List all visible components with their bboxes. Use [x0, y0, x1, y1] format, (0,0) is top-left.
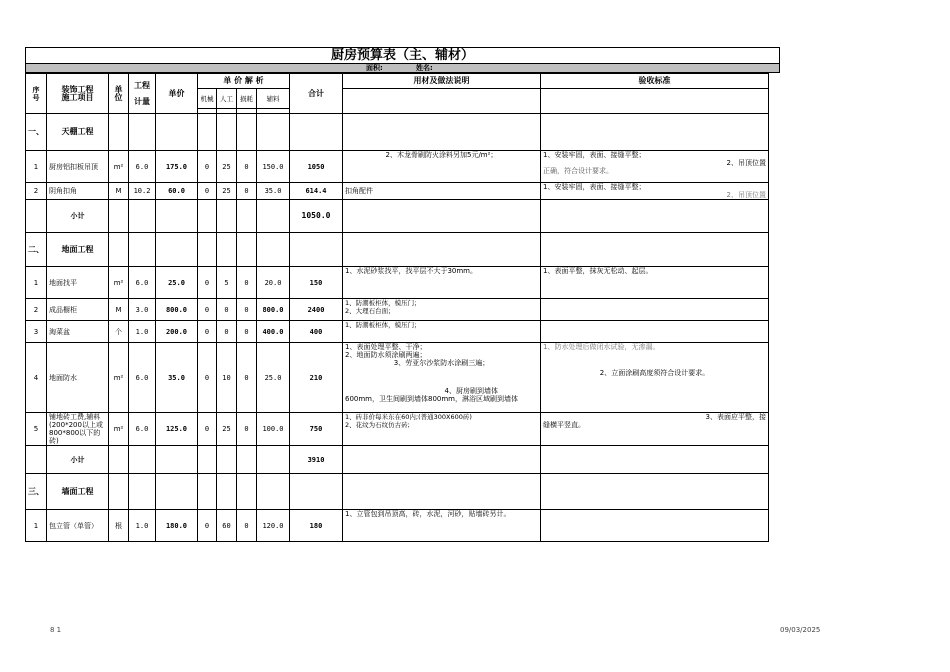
budget-table — [25, 73, 769, 542]
table-row: 5 铺地砖工费,辅料(200*200以上或800*800以下的砖) m² 6.0 125.0 0 25 0 100.0 750 1、砖非价每米东在60内;(普通300X600砖) 2、花纹为石纹仿古砖; 3、表面应平整，接 缝横平竖直。 — [26, 413, 769, 446]
table-row: 1 地面找平 m² 6.0 25.0 0 5 0 20.0 150 1、水泥砂浆找平，找平层不大于30mm。 1、表面平整，抹灰无松动、起层。 — [26, 267, 769, 299]
budget-sheet — [25, 47, 780, 555]
labor-header: 人工 — [217, 89, 237, 109]
price-header: 单价 — [156, 74, 198, 114]
info-bar — [25, 64, 780, 73]
table-row: 1 厨房铝扣板吊顶 m² 6.0 175.0 0 25 0 150.0 1050 2、木龙骨刷防火涂料另加5元/m²； 1、安装牢固，表面、接缝平整； 2、吊顶位置 正确，符合设计要求。 — [26, 151, 769, 183]
mach-header: 机械 — [198, 89, 217, 109]
analysis-header: 单 价 解 析 — [198, 74, 290, 89]
seq-header: 序 号 — [26, 74, 47, 114]
materials-header: 用材及做法说明 — [343, 74, 541, 89]
qty-header: 工程 计量 — [129, 74, 156, 114]
table-row: 1 包立管（单管） 根 1.0 180.0 0 60 0 120.0 180 1、立管包到吊顶高，砖，水泥，河砂，贴墙砖另计。 — [26, 510, 769, 542]
subtotal-row: 小计 1050.0 — [26, 200, 769, 233]
item-header: 装饰工程 施工项目 — [47, 74, 109, 114]
subtotal-row: 小计 3910 — [26, 446, 769, 474]
section-no: 一、 — [26, 114, 47, 151]
sheet-title: 厨房预算表（主、辅材） — [25, 47, 780, 64]
loss-header: 损耗 — [237, 89, 257, 109]
area-label: 面积: — [366, 64, 383, 72]
table-row: 2 成品橱柜 M 3.0 800.0 0 0 0 800.0 2400 1、防潮板柜体，模压门； 2、大理石台面； — [26, 299, 769, 321]
header-row-1 — [26, 74, 769, 89]
unit-header: 单位 — [109, 74, 129, 114]
section-row — [26, 114, 769, 151]
section-row: 三、 墙面工程 — [26, 474, 769, 510]
section-row: 二、 地面工程 — [26, 233, 769, 267]
aux-header: 辅料 — [257, 89, 290, 109]
table-row: 3 淘菜盆 个 1.0 200.0 0 0 0 400.0 400 1、防潮板柜体，模压门； — [26, 321, 769, 343]
name-label: 姓名: — [416, 64, 433, 72]
acceptance-header: 验收标准 — [541, 74, 769, 89]
print-date: 09/03/2025 — [780, 626, 821, 634]
page-number: 8 1 — [50, 626, 62, 634]
table-row: 4 地面防水 m² 6.0 35.0 0 10 0 25.0 210 1、表面处理平整、干净； 2、地面防水须涂刷两遍； 3、劳亚尔沙浆防水涂刷三遍； 4、厨房刷到墙体 600mm，卫生间刷到墙体800mm，淋浴区域刷到墙体 1、防水处理后做闭水试验，无渗漏。 2、立面涂刷高度须符合设计要求。 — [26, 343, 769, 413]
total-header: 合计 — [290, 74, 343, 114]
section-name: 天棚工程 — [47, 114, 109, 151]
table-row: 2 阴角扣角 M 10.2 60.0 0 25 0 35.0 614.4 扣角配件 1、安装牢固，表面、接缝平整； 2、吊顶位置 — [26, 183, 769, 200]
